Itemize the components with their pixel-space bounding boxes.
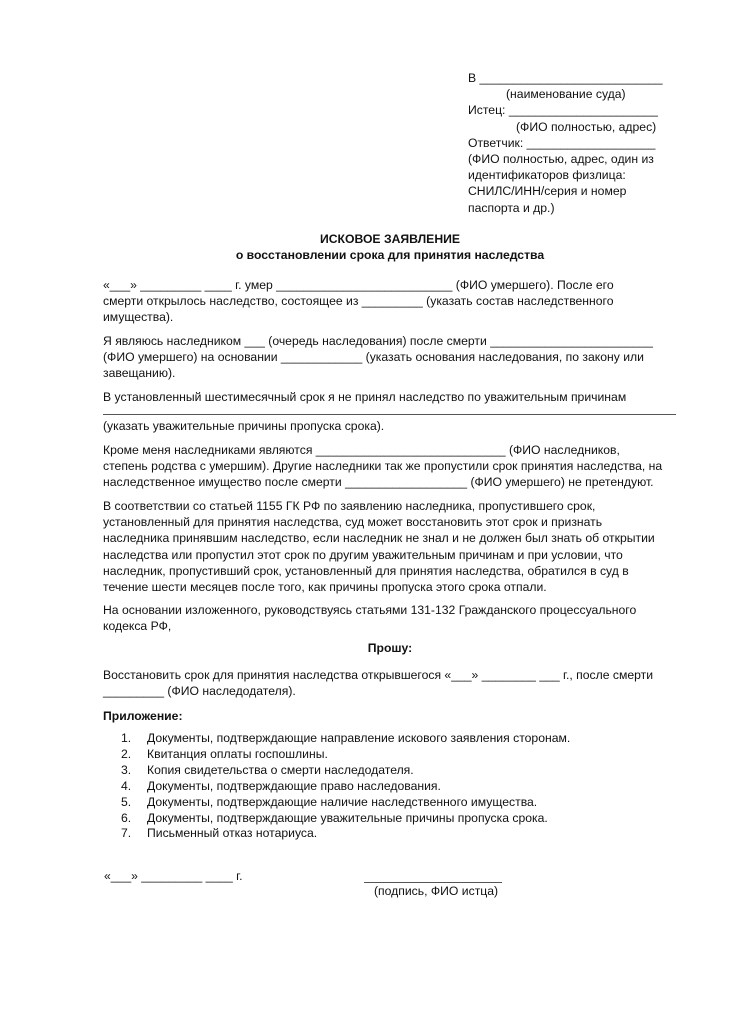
paragraph-line: Кроме меня наследниками являются ____________________________ (ФИО наследников, [103, 443, 620, 457]
list-number: 5. [121, 794, 132, 809]
list-text: Письменный отказ нотариуса. [147, 826, 318, 841]
paragraph-line: _________ (ФИО наследодателя). [103, 684, 296, 699]
court-line: В ___________________________ [468, 71, 663, 85]
paragraph-line: На основании изложенного, руководствуясь статьями 131-132 Гражданского процессуального [103, 603, 637, 617]
list-text: Документы, подтверждающие право наследования. [147, 778, 441, 793]
defendant-caption-2: идентификаторов физлица: [468, 168, 626, 183]
attachments-heading: Приложение: [103, 709, 183, 723]
list-item [121, 747, 570, 763]
header-block [468, 70, 678, 216]
reason-blank-line [103, 414, 676, 415]
list-text: Документы, подтверждающие наличие наследственного имущества. [147, 794, 538, 809]
list-text: Квитанция оплаты госпошлины. [147, 746, 328, 761]
paragraph-law-basis [103, 498, 683, 595]
paragraph-other-heirs [103, 442, 683, 491]
paragraph-line: Я являюсь наследником ___ (очередь наследования) после смерти ________________________ [103, 334, 653, 348]
signature-line [364, 882, 502, 883]
attachments-list [121, 731, 570, 842]
paragraph-line: (ФИО умершего) на основании ____________ (указать основания наследования, по закону или [103, 350, 644, 365]
list-number: 7. [121, 826, 132, 841]
paragraph-line: (указать уважительные причины пропуска срока). [103, 419, 385, 433]
paragraph-line: наследника принявшим наследство, если наследник не знал и не должен был знать об открытии [103, 531, 655, 546]
defendant-line: Ответчик: ___________________ [468, 135, 656, 150]
paragraph-line: смерти открылось наследство, состоящее из _________ (указать состав наследственного [103, 294, 614, 309]
list-number: 4. [121, 778, 132, 793]
paragraph-missed-deadline [103, 389, 683, 405]
signature-caption: (подпись, ФИО истца) [374, 884, 499, 898]
paragraph-line: кодекса РФ, [103, 619, 172, 634]
paragraph-request [103, 667, 683, 699]
paragraph-line: наследства или пропустил этот срок по другим уважительным причинам и при условии, что [103, 547, 623, 562]
paragraph-line: степень родства с умершим). Другие наследники так же пропустили срок принятия наследства, на [103, 459, 663, 474]
paragraph-line: течение шести месяцев после того, как причины пропуска этого срока отпали. [103, 580, 547, 595]
document-title: ИСКОВОЕ ЗАЯВЛЕНИЕ [319, 232, 461, 246]
plaintiff-caption: (ФИО полностью, адрес) [516, 119, 657, 134]
list-text: Документы, подтверждающие уважительные причины пропуска срока. [147, 810, 548, 825]
request-heading: Прошу: [367, 641, 413, 655]
defendant-caption-4: паспорта и др.) [468, 200, 555, 215]
list-text: Копия свидетельства о смерти наследодателя. [147, 762, 414, 777]
paragraph-line: имущества). [103, 310, 174, 325]
paragraph-line: Восстановить срок для принятия наследства открывшегося «___» ________ ___ г., после смерти [103, 668, 654, 682]
paragraph-line: завещанию). [103, 366, 176, 381]
list-number: 1. [121, 731, 132, 745]
defendant-caption-3: СНИЛС/ИНН/серия и номер [468, 184, 627, 199]
paragraph-line: наследник, пропустивший срок, установленный для принятия наследства, обратился в суд в [103, 563, 629, 578]
paragraph-line: «___» _________ ____ г. умер __________________________ (ФИО умершего). После его [103, 278, 614, 292]
list-item [121, 826, 570, 842]
list-item [121, 795, 570, 811]
paragraph-grounds [103, 602, 683, 634]
list-item [121, 811, 570, 827]
reason-caption [103, 418, 683, 434]
list-item [121, 731, 570, 747]
list-number: 2. [121, 746, 132, 761]
list-item [121, 763, 570, 779]
list-number: 6. [121, 810, 132, 825]
paragraph-death [103, 277, 683, 326]
list-item [121, 779, 570, 795]
list-number: 3. [121, 762, 132, 777]
plaintiff-line: Истец: ______________________ [468, 103, 658, 118]
list-text: Документы, подтверждающие направление искового заявления сторонам. [147, 731, 571, 745]
paragraph-line: установленный для принятия наследства, суд может восстановить этот срок и признать [103, 515, 603, 530]
defendant-caption-1: (ФИО полностью, адрес, один из [468, 152, 654, 167]
signature-date: «___» _________ ____ г. [104, 869, 243, 883]
paragraph-heir [103, 333, 683, 382]
paragraph-line: В установленный шестимесячный срок я не принял наследство по уважительным причинам [103, 390, 627, 404]
paragraph-line: В соответствии со статьей 1155 ГК РФ по заявлению наследника, пропустившего срок, [103, 499, 596, 513]
court-caption: (наименование суда) [506, 87, 626, 102]
document-subtitle: о восстановлении срока для принятия наследства [235, 248, 545, 262]
paragraph-line: наследственное имущество после смерти __________________ (ФИО умершего) не претендуют. [103, 475, 654, 490]
